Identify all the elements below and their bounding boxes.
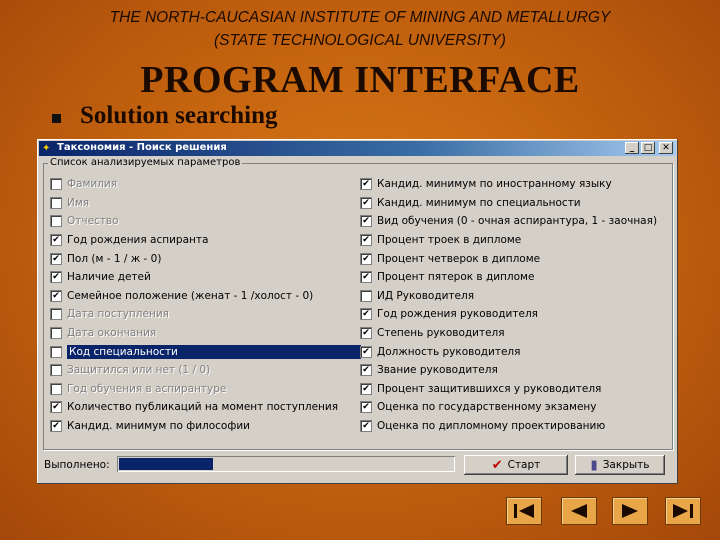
parameter-row[interactable] [360,305,657,324]
parameter-row[interactable] [360,212,657,231]
parameter-label: Количество публикаций на момент поступления [67,401,339,414]
parameter-label: Дата окончания [67,327,157,340]
right-parameter-list [360,175,657,435]
parameter-checkbox[interactable]: ✔ [360,383,372,395]
parameter-row[interactable] [360,398,657,417]
parameter-row[interactable] [50,231,361,250]
parameter-checkbox[interactable]: ✔ [360,271,372,283]
action-bar [43,455,671,479]
start-button[interactable] [464,455,568,475]
close-window-button[interactable]: ✕ [659,142,673,154]
parameter-label: Код специальности [67,345,361,359]
parameter-label: Степень руководителя [377,327,505,340]
last-slide-icon [671,502,695,520]
parameter-checkbox[interactable]: ✔ [360,253,372,265]
parameter-checkbox[interactable]: ✔ [360,215,372,227]
parameter-label: Оценка по государственному экзамену [377,401,597,414]
parameter-row[interactable] [360,417,657,436]
nav-next-button[interactable] [612,497,648,525]
parameter-row[interactable] [50,305,361,324]
parameter-row[interactable] [360,342,657,361]
parameter-row[interactable] [50,212,361,231]
close-button[interactable] [575,455,665,475]
next-slide-icon [618,502,642,520]
parameter-checkbox[interactable]: ✔ [360,327,372,339]
slide-title: PROGRAM INTERFACE [140,59,580,101]
parameter-row[interactable] [50,398,361,417]
parameter-label: Отчество [67,215,119,228]
parameter-label: Процент четверок в дипломе [377,252,541,265]
parameter-row[interactable] [360,231,657,250]
parameter-checkbox[interactable]: ✔ [360,197,372,209]
parameter-row[interactable] [50,268,361,287]
parameter-label: Процент пятерок в дипломе [377,271,535,284]
parameter-row[interactable] [360,287,657,306]
parameter-checkbox[interactable]: ✔ [360,364,372,376]
parameter-row[interactable] [360,361,657,380]
parameter-checkbox[interactable]: ✔ [50,401,62,413]
parameter-row[interactable] [50,324,361,343]
checkmark-icon: ✔ [491,457,503,473]
parameter-checkbox[interactable]: ✔ [360,178,372,190]
parameter-row[interactable] [360,268,657,287]
parameter-label: Процент троек в дипломе [377,234,522,247]
window-title: Таксономия - Поиск решения [57,142,227,153]
parameter-label: Кандид. минимум по философии [67,420,250,433]
parameter-label: Процент защитившихся у руководителя [377,382,602,395]
parameter-checkbox[interactable]: ✔ [360,346,372,358]
parameter-label: Фамилия [67,178,118,191]
parameter-label: Кандид. минимум по иностранному языку [377,178,612,191]
progress-bar [117,456,455,472]
parameter-row[interactable] [50,380,361,399]
progress-label: Выполнено: [44,459,110,471]
parameter-label: Звание руководителя [377,364,498,377]
parameter-label: Кандид. минимум по специальности [377,196,581,209]
parameter-checkbox[interactable] [50,197,62,209]
parameter-label: ИД Руководителя [377,289,475,302]
parameter-label: Год рождения аспиранта [67,234,209,247]
parameter-checkbox[interactable] [50,327,62,339]
parameter-checkbox[interactable] [360,290,372,302]
parameter-label: Год рождения руководителя [377,308,538,321]
parameter-checkbox[interactable]: ✔ [360,401,372,413]
maximize-button[interactable]: □ [641,142,655,154]
header-institute: THE NORTH-CAUCASIAN INSTITUTE OF MINING AND METALLURGY [109,9,611,26]
progress-fill [119,458,213,470]
first-slide-icon [512,502,536,520]
parameter-label: Имя [67,196,90,209]
nav-first-button[interactable] [506,497,542,525]
parameter-row[interactable] [360,175,657,194]
slide-subtitle: Solution searching [80,102,278,129]
parameter-row[interactable] [360,324,657,343]
start-button-label: Старт [507,459,541,471]
search-window [37,139,678,484]
parameter-row[interactable] [50,417,361,436]
previous-slide-icon [567,502,591,520]
parameter-label: Оценка по дипломному проектированию [377,420,606,433]
parameter-label: Пол (м - 1 / ж - 0) [67,252,162,265]
parameter-label: Вид обучения (0 - очная аспирантура, 1 - заочная) [377,215,658,228]
parameters-group-label: Список анализируемых параметров [50,157,241,168]
parameter-row[interactable] [50,342,361,361]
parameter-checkbox[interactable]: ✔ [50,234,62,246]
parameter-checkbox[interactable] [50,383,62,395]
parameter-label: Семейное положение (женат - 1 /холост - 0) [67,289,314,302]
parameter-checkbox[interactable] [50,308,62,320]
parameter-row[interactable] [50,249,361,268]
parameter-checkbox[interactable] [50,215,62,227]
header-university: (STATE TECHNOLOGICAL UNIVERSITY) [214,32,506,49]
nav-prev-button[interactable] [561,497,597,525]
parameter-checkbox[interactable]: ✔ [50,271,62,283]
parameter-row[interactable] [360,194,657,213]
parameter-label: Год обучения в аспирантуре [67,382,227,395]
left-parameter-list [50,175,361,435]
parameter-label: Должность руководителя [377,345,521,358]
parameter-label: Наличие детей [67,271,151,284]
app-icon: ✦ [42,143,51,154]
parameter-checkbox[interactable] [50,364,62,376]
minimize-button[interactable]: _ [625,142,639,154]
window-titlebar[interactable] [39,141,676,156]
parameter-checkbox[interactable]: ✔ [360,234,372,246]
parameter-checkbox[interactable]: ✔ [360,420,372,432]
nav-last-button[interactable] [665,497,701,525]
parameter-row[interactable] [50,287,361,306]
bullet-icon [52,114,61,123]
parameter-checkbox[interactable] [50,178,62,190]
parameter-checkbox[interactable] [50,346,62,358]
parameter-row[interactable] [360,249,657,268]
parameter-checkbox[interactable]: ✔ [50,253,62,265]
parameter-row[interactable] [50,175,361,194]
parameter-checkbox[interactable]: ✔ [50,420,62,432]
parameters-group [43,157,673,450]
close-button-label: Закрыть [602,459,650,471]
parameter-label: Дата поступления [67,308,169,321]
parameter-label: Защитился или нет (1 / 0) [67,364,211,377]
parameter-row[interactable] [50,361,361,380]
parameter-checkbox[interactable]: ✔ [360,308,372,320]
parameter-checkbox[interactable]: ✔ [50,290,62,302]
parameter-row[interactable] [50,194,361,213]
parameter-row[interactable] [360,380,657,399]
exit-door-icon: ▮ [590,457,598,473]
